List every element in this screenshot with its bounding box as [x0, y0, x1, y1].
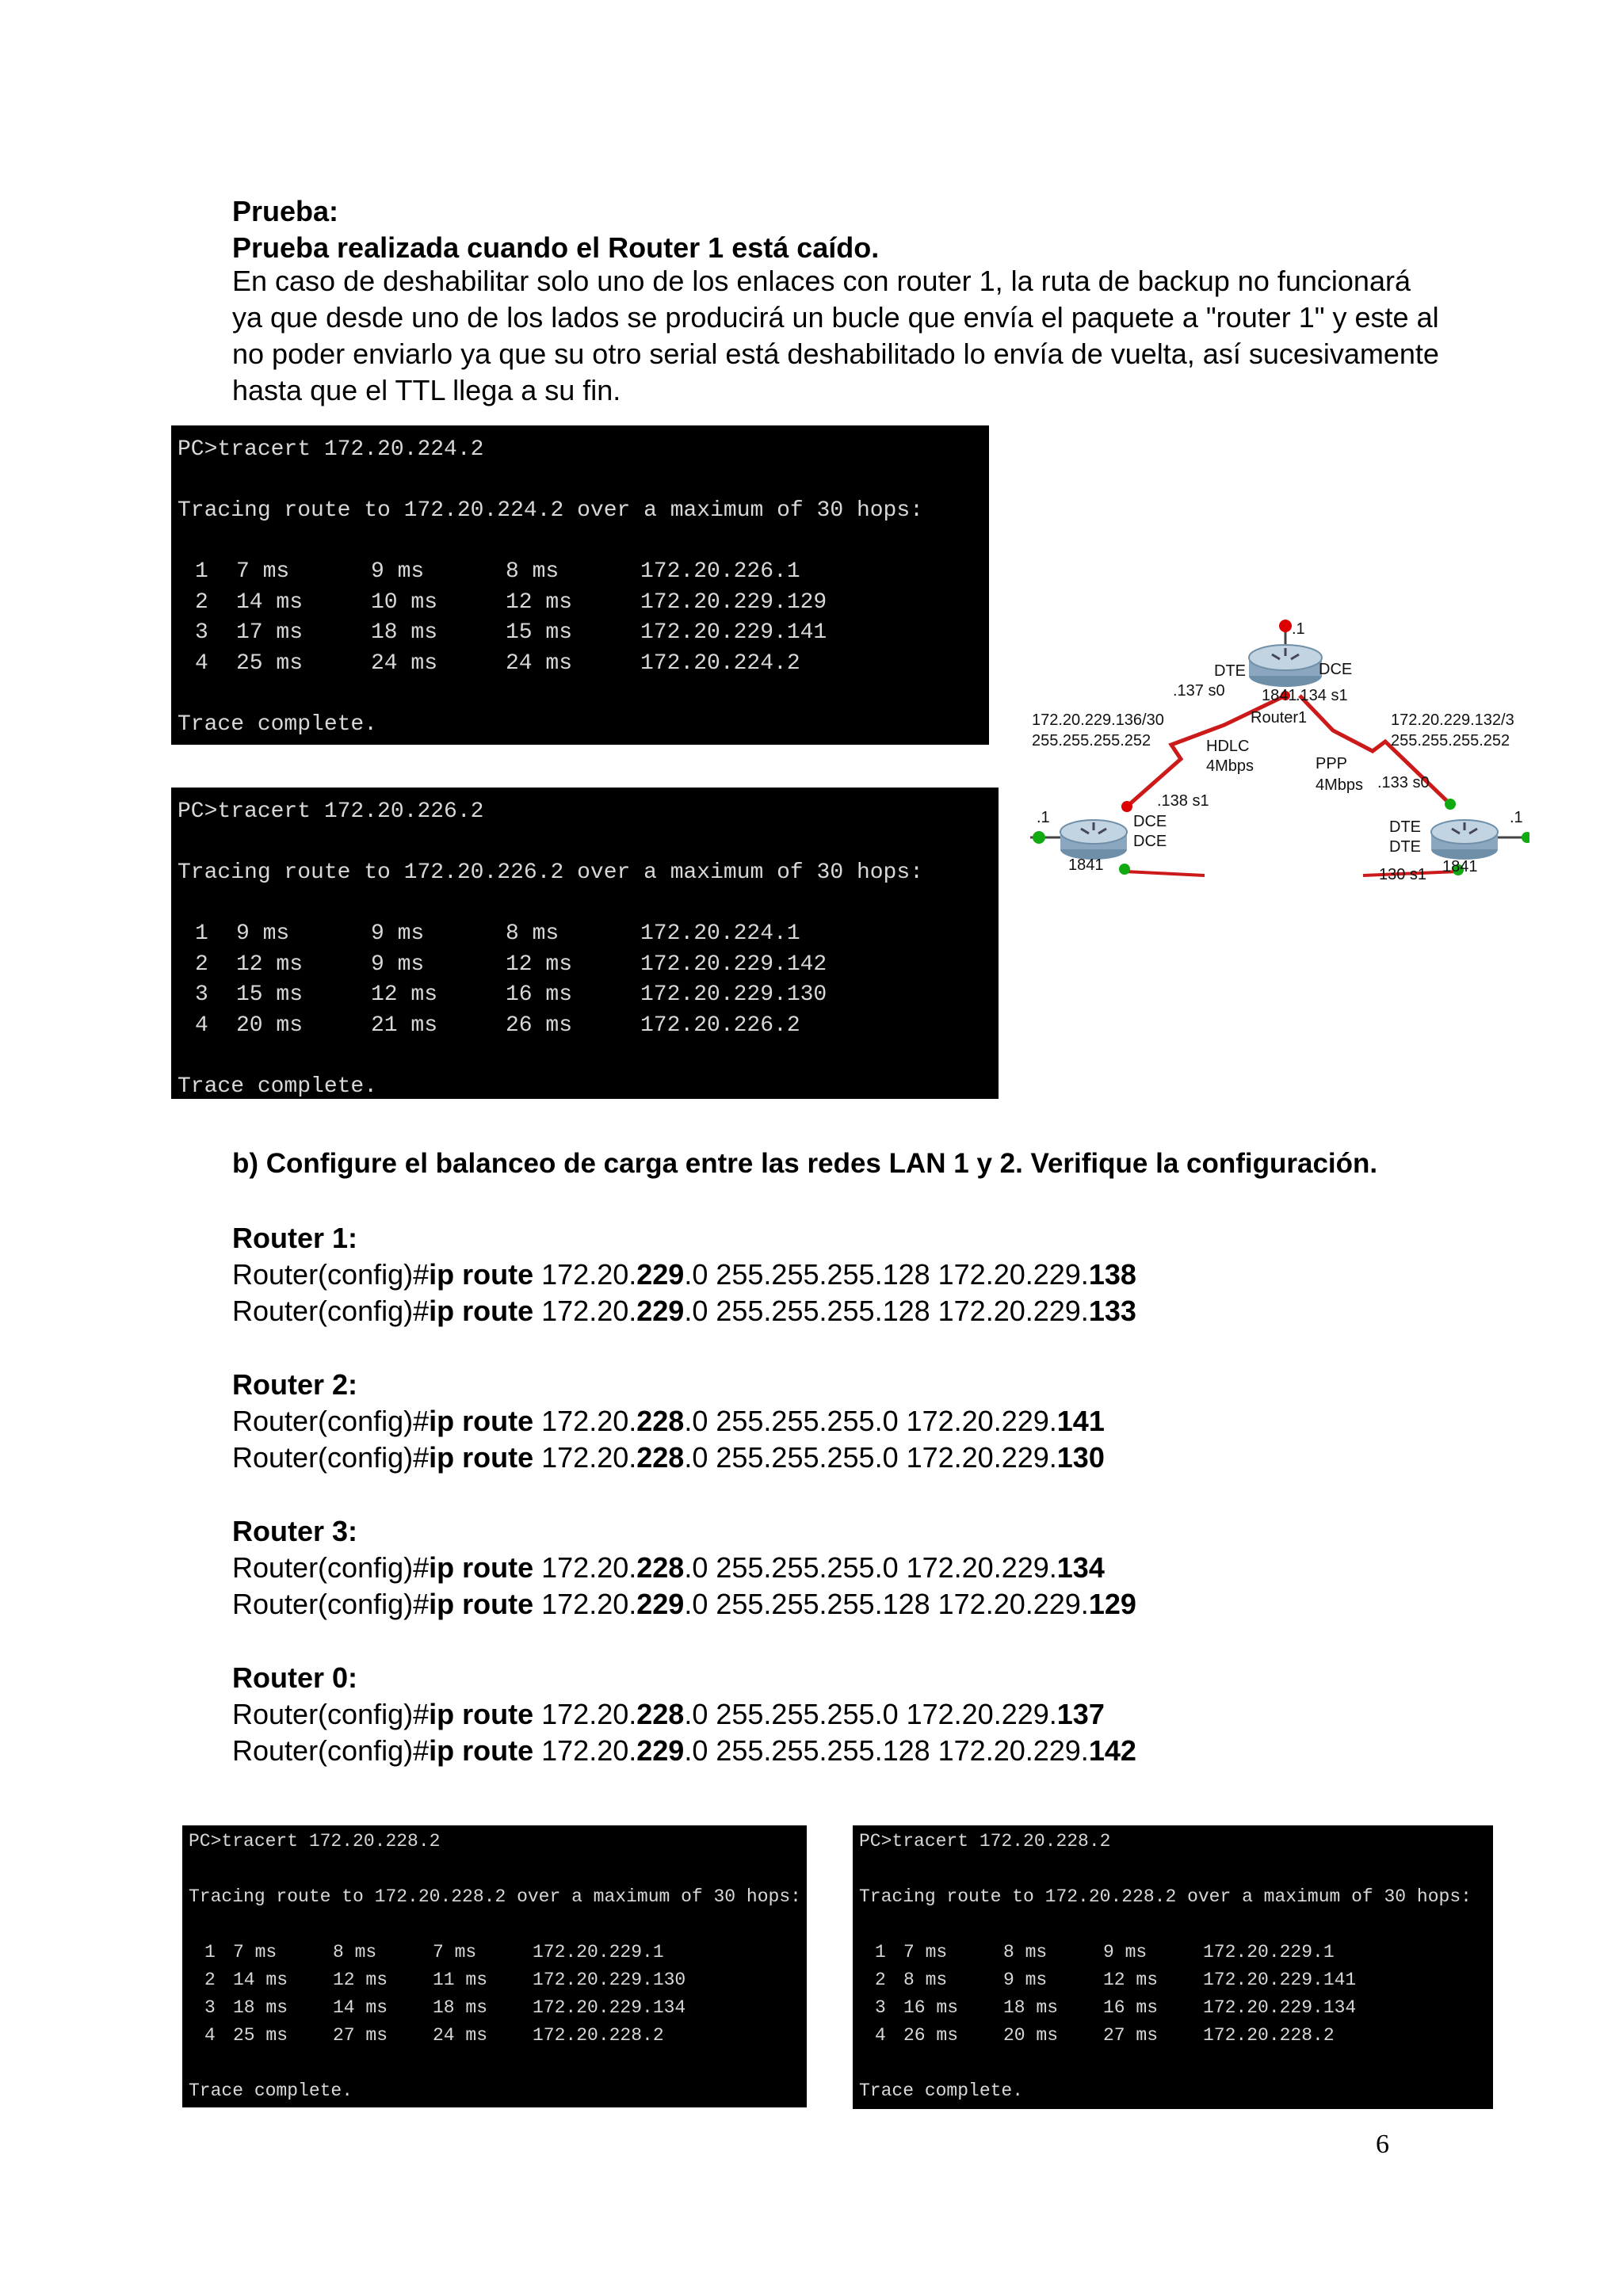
hop-row [178, 919, 999, 950]
hop-address: 172.20.229.1 [1203, 1942, 1335, 1962]
route-c: .0 255.255.255.128 172.20.229. [684, 1588, 1089, 1620]
hop-address: 172.20.229.134 [533, 1997, 686, 2018]
hop-time: 25 ms [236, 650, 304, 676]
port-status-icon [1522, 832, 1529, 843]
hop-time: 9 ms [371, 921, 425, 946]
blank-line [859, 1911, 1493, 1939]
hop-number: 3 [875, 1997, 886, 2018]
router-right-port-label: .1 [1510, 809, 1523, 826]
route-command [232, 1293, 1136, 1329]
bottom-link-left [1125, 871, 1205, 875]
route-command [232, 1257, 1136, 1293]
tracert-command: PC>tracert 172.20.224.2 [178, 437, 484, 462]
hop-time: 7 ms [236, 559, 290, 584]
route-space [533, 1588, 541, 1620]
hop-time: 8 ms [506, 559, 559, 584]
route-prompt: Router(config)# [232, 1734, 430, 1767]
route-d: 134 [1056, 1551, 1105, 1584]
router-left-s1-label: .138 s1 [1157, 792, 1209, 810]
hop-row [178, 649, 989, 680]
tracert-terminal-4 [853, 1825, 1493, 2109]
route-d: 138 [1088, 1258, 1136, 1291]
hop-time: 8 ms [1003, 1942, 1048, 1962]
blank-line [178, 1041, 999, 1072]
blank-line [178, 466, 989, 497]
router-right-dte-label: DTE [1389, 818, 1421, 836]
route-keyword: ip route [429, 1734, 534, 1767]
route-c: .0 255.255.255.128 172.20.229. [684, 1734, 1089, 1767]
section-subtitle: Prueba realizada cuando el Router 1 está caído. [232, 231, 880, 264]
route-d: 133 [1088, 1295, 1136, 1327]
hop-time: 8 ms [903, 1970, 948, 1990]
route-c: .0 255.255.255.0 172.20.229. [684, 1551, 1057, 1584]
router-left-dce-label: DCE [1133, 813, 1167, 830]
blank-line [189, 1911, 807, 1939]
route-d: 137 [1056, 1698, 1105, 1730]
hop-time: 10 ms [371, 589, 438, 615]
hop-row [859, 2022, 1493, 2050]
route-a: 172.20. [541, 1698, 637, 1730]
route-keyword: ip route [429, 1258, 534, 1291]
route-a: 172.20. [541, 1551, 637, 1584]
hop-address: 172.20.229.134 [1203, 1997, 1357, 2018]
route-space [533, 1551, 541, 1584]
router1-s0-label: .137 s0 [1173, 682, 1225, 700]
hop-row [178, 588, 989, 619]
route-keyword: ip route [429, 1588, 534, 1620]
route-b: 228 [636, 1698, 685, 1730]
hop-row [859, 1939, 1493, 1966]
hop-row [178, 618, 989, 649]
route-a: 172.20. [541, 1441, 637, 1474]
route-keyword: ip route [429, 1698, 534, 1730]
router-right-dte-label-2: DTE [1389, 838, 1421, 856]
hop-number: 1 [195, 921, 208, 946]
route-space [533, 1441, 541, 1474]
hop-time: 7 ms [433, 1942, 477, 1962]
hop-time: 15 ms [236, 982, 304, 1007]
hop-row [859, 1994, 1493, 2022]
route-prompt: Router(config)# [232, 1405, 430, 1437]
route-a: 172.20. [541, 1405, 637, 1437]
blank-line [178, 828, 999, 859]
port-status-icon [1445, 799, 1456, 810]
route-c: .0 255.255.255.0 172.20.229. [684, 1698, 1057, 1730]
hop-address: 172.20.229.141 [1203, 1970, 1357, 1990]
route-c: .0 255.255.255.0 172.20.229. [684, 1405, 1057, 1437]
right-link-type: PPP [1316, 755, 1348, 772]
blank-line [178, 889, 999, 920]
hop-time: 9 ms [1003, 1970, 1048, 1990]
hop-number: 4 [875, 2025, 886, 2046]
route-prompt: Router(config)# [232, 1258, 430, 1291]
router1-dce-label: DCE [1319, 661, 1353, 678]
hop-row [178, 980, 999, 1011]
hop-number: 3 [204, 1997, 216, 2018]
hop-address: 172.20.224.1 [640, 921, 800, 946]
hop-address: 172.20.229.142 [640, 952, 827, 977]
route-prompt: Router(config)# [232, 1551, 430, 1584]
hop-time: 20 ms [1003, 2025, 1059, 2046]
route-space [533, 1258, 541, 1291]
router1-name-label: Router1 [1251, 709, 1308, 727]
route-prompt: Router(config)# [232, 1698, 430, 1730]
hop-time: 26 ms [903, 2025, 959, 2046]
tracert-terminal-3 [182, 1825, 807, 2107]
hop-time: 12 ms [506, 952, 573, 977]
hop-address: 172.20.226.1 [640, 559, 800, 584]
hop-time: 12 ms [1103, 1970, 1159, 1990]
router-right-model-label: 1841 [1442, 858, 1478, 875]
port-status-icon [1033, 831, 1045, 844]
hop-time: 14 ms [233, 1970, 288, 1990]
paragraph-line: no poder enviarlo ya que su otro serial está deshabilitado lo envía de vuelta, así sucesivamente [232, 338, 1439, 370]
hop-number: 4 [195, 1013, 208, 1038]
hop-time: 16 ms [1103, 1997, 1159, 2018]
left-net-ip: 172.20.229.136/30 [1032, 711, 1164, 729]
router-config-heading: Router 3: [232, 1515, 358, 1547]
hop-number: 1 [875, 1942, 886, 1962]
hop-time: 12 ms [506, 589, 573, 615]
tracert-header: Tracing route to 172.20.224.2 over a maximum of 30 hops: [178, 498, 923, 523]
route-b: 228 [636, 1551, 685, 1584]
hop-row [859, 1966, 1493, 1994]
route-keyword: ip route [429, 1441, 534, 1474]
hop-time: 12 ms [236, 952, 304, 977]
hop-address: 172.20.224.2 [640, 650, 800, 676]
router-right-icon [1431, 820, 1498, 860]
tracert-header: Tracing route to 172.20.226.2 over a maximum of 30 hops: [178, 860, 923, 885]
route-b: 228 [636, 1441, 685, 1474]
hop-address: 172.20.229.141 [640, 620, 827, 645]
paragraph-line: En caso de deshabilitar solo uno de los enlaces con router 1, la ruta de backup no funcionará [232, 265, 1411, 297]
route-c: .0 255.255.255.128 172.20.229. [684, 1295, 1089, 1327]
hop-time: 14 ms [333, 1997, 388, 2018]
hop-time: 24 ms [371, 650, 438, 676]
hop-address: 172.20.229.130 [533, 1970, 686, 1990]
tracert-header: Tracing route to 172.20.228.2 over a maximum of 30 hops: [189, 1886, 801, 1907]
hop-number: 2 [875, 1970, 886, 1990]
route-space [533, 1295, 541, 1327]
route-a: 172.20. [541, 1588, 637, 1620]
route-command [232, 1550, 1105, 1586]
left-net-mask: 255.255.255.252 [1032, 732, 1151, 749]
hop-time: 24 ms [506, 650, 573, 676]
route-keyword: ip route [429, 1295, 534, 1327]
route-space [533, 1405, 541, 1437]
tracert-footer: Trace complete. [859, 2081, 1024, 2101]
router-config-heading: Router 1: [232, 1222, 358, 1254]
router-right-s1-label: 130 s1 [1379, 866, 1427, 879]
hop-row [178, 950, 999, 981]
port-status-icon [1121, 801, 1132, 812]
left-link-speed: 4Mbps [1206, 757, 1254, 775]
route-d: 129 [1088, 1588, 1136, 1620]
route-a: 172.20. [541, 1295, 637, 1327]
router1-dte-label: DTE [1214, 662, 1246, 680]
hop-number: 3 [195, 982, 208, 1007]
hop-time: 16 ms [903, 1997, 959, 2018]
route-b: 229 [636, 1258, 685, 1291]
hop-row [178, 557, 989, 588]
hop-address: 172.20.229.1 [533, 1942, 664, 1962]
hop-number: 2 [195, 952, 208, 977]
tracert-footer: Trace complete. [189, 2081, 353, 2101]
router1-model-label: 1841 [1262, 687, 1297, 704]
router-left-port-label: .1 [1037, 809, 1050, 826]
route-prompt: Router(config)# [232, 1588, 430, 1620]
hop-number: 1 [204, 1942, 216, 1962]
hop-time: 12 ms [371, 982, 438, 1007]
route-d: 141 [1056, 1405, 1105, 1437]
port-status-icon [1119, 864, 1130, 875]
route-a: 172.20. [541, 1734, 637, 1767]
router-right-s0-label: .133 s0 [1377, 774, 1430, 791]
route-b: 228 [636, 1405, 685, 1437]
hop-time: 8 ms [333, 1942, 377, 1962]
route-d: 142 [1088, 1734, 1136, 1767]
hop-time: 26 ms [506, 1013, 573, 1038]
tracert-command: PC>tracert 172.20.226.2 [178, 799, 484, 824]
hop-time: 24 ms [433, 2025, 488, 2046]
route-c: .0 255.255.255.0 172.20.229. [684, 1441, 1057, 1474]
hop-time: 21 ms [371, 1013, 438, 1038]
tracert-terminal-2 [171, 788, 999, 1099]
hop-number: 2 [195, 589, 208, 615]
hop-time: 9 ms [371, 952, 425, 977]
hop-address: 172.20.229.130 [640, 982, 827, 1007]
route-command [232, 1403, 1105, 1440]
tracert-footer: Trace complete. [178, 1074, 378, 1099]
router-left-dce-label-2: DCE [1133, 833, 1167, 850]
left-link-type: HDLC [1206, 738, 1250, 755]
paragraph-line: ya que desde uno de los lados se producirá un bucle que envía el paquete a "router 1" y este al [232, 301, 1439, 334]
hop-time: 17 ms [236, 620, 304, 645]
router-config-heading: Router 2: [232, 1368, 358, 1401]
hop-address: 172.20.228.2 [533, 2025, 664, 2046]
hop-time: 9 ms [236, 921, 290, 946]
route-space [533, 1734, 541, 1767]
hop-number: 1 [195, 559, 208, 584]
route-keyword: ip route [429, 1551, 534, 1584]
route-command [232, 1586, 1136, 1623]
hop-time: 7 ms [903, 1942, 948, 1962]
hop-time: 14 ms [236, 589, 304, 615]
hop-number: 4 [195, 650, 208, 676]
hop-time: 18 ms [433, 1997, 488, 2018]
hop-time: 27 ms [333, 2025, 388, 2046]
hop-time: 20 ms [236, 1013, 304, 1038]
route-command [232, 1696, 1105, 1733]
section-b-heading: b) Configure el balanceo de carga entre las redes LAN 1 y 2. Verifique la configuración. [232, 1148, 1378, 1179]
port-status-icon [1279, 620, 1292, 632]
hop-address: 172.20.228.2 [1203, 2025, 1335, 2046]
network-diagram [1030, 602, 1529, 879]
hop-time: 9 ms [1103, 1942, 1148, 1962]
hop-time: 27 ms [1103, 2025, 1159, 2046]
hop-time: 18 ms [1003, 1997, 1059, 2018]
route-prompt: Router(config)# [232, 1441, 430, 1474]
blank-line [189, 1855, 807, 1883]
route-d: 130 [1056, 1441, 1105, 1474]
hop-time: 25 ms [233, 2025, 288, 2046]
tracert-command: PC>tracert 172.20.228.2 [859, 1831, 1111, 1852]
hop-time: 11 ms [433, 1970, 488, 1990]
hop-time: 7 ms [233, 1942, 277, 1962]
route-b: 229 [636, 1734, 685, 1767]
router-config-heading: Router 0: [232, 1661, 358, 1694]
router1-port-label: .1 [1292, 620, 1305, 638]
route-prompt: Router(config)# [232, 1295, 430, 1327]
right-net-mask: 255.255.255.252 [1391, 732, 1510, 749]
tracert-footer: Trace complete. [178, 711, 378, 737]
tracert-terminal-1 [171, 425, 989, 745]
explanation-paragraph [232, 263, 1439, 409]
section-title: Prueba: [232, 195, 339, 227]
tracert-command: PC>tracert 172.20.228.2 [189, 1831, 441, 1852]
hop-address: 172.20.226.2 [640, 1013, 800, 1038]
router-left-icon [1060, 820, 1127, 860]
paragraph-line: hasta que el TTL llega a su fin. [232, 374, 621, 406]
hop-time: 15 ms [506, 620, 573, 645]
route-b: 229 [636, 1588, 685, 1620]
page-number: 6 [1376, 2130, 1389, 2159]
hop-row [189, 1966, 807, 1994]
router1-s1-label: .134 s1 [1296, 687, 1348, 704]
right-net-ip: 172.20.229.132/3 [1391, 711, 1514, 729]
hop-time: 18 ms [371, 620, 438, 645]
route-c: .0 255.255.255.128 172.20.229. [684, 1258, 1089, 1291]
right-link-speed: 4Mbps [1316, 776, 1364, 794]
router-left-model-label: 1841 [1068, 856, 1104, 874]
blank-line [178, 527, 989, 558]
blank-line [859, 1855, 1493, 1883]
hop-number: 2 [204, 1970, 216, 1990]
hop-time: 8 ms [506, 921, 559, 946]
hop-address: 172.20.229.129 [640, 589, 827, 615]
hop-row [189, 2022, 807, 2050]
hop-row [189, 1939, 807, 1966]
hop-number: 3 [195, 620, 208, 645]
hop-row [189, 1994, 807, 2022]
route-space [533, 1698, 541, 1730]
route-command [232, 1733, 1136, 1769]
hop-time: 12 ms [333, 1970, 388, 1990]
route-keyword: ip route [429, 1405, 534, 1437]
router1-icon [1249, 645, 1322, 687]
route-b: 229 [636, 1295, 685, 1327]
blank-line [178, 679, 989, 710]
tracert-header: Tracing route to 172.20.228.2 over a maximum of 30 hops: [859, 1886, 1472, 1907]
hop-time: 18 ms [233, 1997, 288, 2018]
blank-line [859, 2050, 1493, 2077]
route-command [232, 1440, 1105, 1476]
hop-row [178, 1011, 999, 1042]
hop-time: 16 ms [506, 982, 573, 1007]
blank-line [189, 2050, 807, 2077]
hop-number: 4 [204, 2025, 216, 2046]
route-a: 172.20. [541, 1258, 637, 1291]
hop-time: 9 ms [371, 559, 425, 584]
